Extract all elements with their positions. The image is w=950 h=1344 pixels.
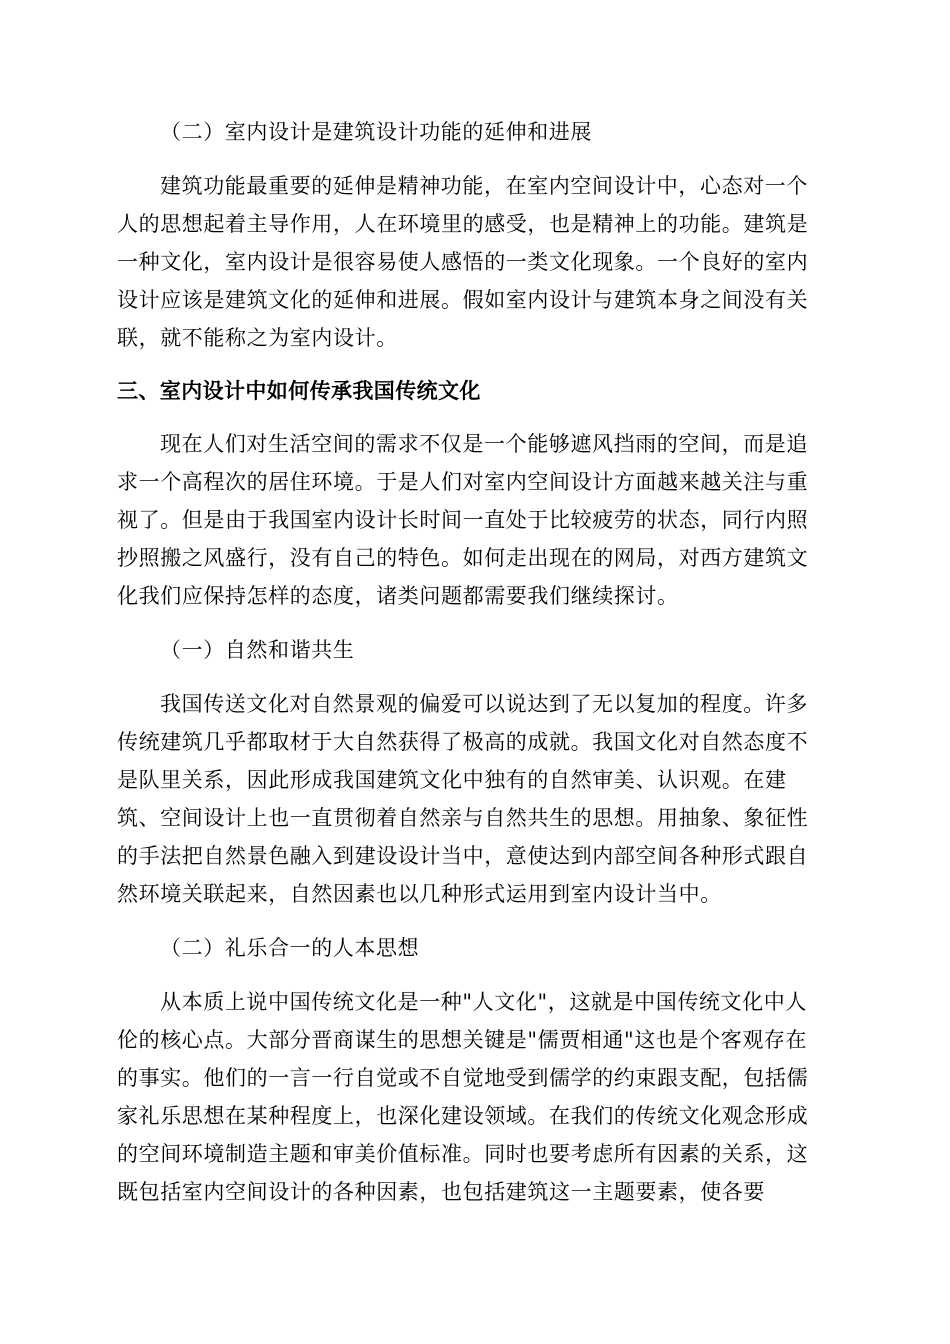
- paragraph-line: 伦的核心点。大部分晋商谋生的思想关键是"儒贾相通"这也是个客观存在: [117, 1028, 808, 1052]
- paragraph-line: 是队里关系，因此形成我国建筑文化中独有的自然审美、认识观。在建: [117, 768, 787, 792]
- paragraph-line: 筑、空间设计上也一直贯彻着自然亲与自然共生的思想。用抽象、象征性: [117, 806, 809, 830]
- paragraph-line: 化我们应保持怎样的态度，诸类问题都需要我们继续探讨。: [117, 584, 679, 608]
- paragraph-line: 人的思想起着主导作用，人在环境里的感受，也是精神上的功能。建筑是: [117, 212, 809, 236]
- paragraph-line: 然环境关联起来，自然因素也以几种形式运用到室内设计当中。: [117, 882, 722, 906]
- paragraph-line: 设计应该是建筑文化的延伸和进展。假如室内设计与建筑本身之间没有关: [117, 288, 809, 312]
- paragraph-line: 抄照搬之风盛行，没有自己的特色。如何走出现在的网局，对西方建筑文: [117, 546, 809, 570]
- paragraph-line: 家礼乐思想在某种程度上，也深化建设领域。在我们的传统文化观念形成: [117, 1104, 809, 1128]
- paragraph-line: 一种文化，室内设计是很容易使人感悟的一类文化现象。一个良好的室内: [117, 250, 809, 274]
- paragraph-line: 现在人们对生活空间的需求不仅是一个能够遮风挡雨的空间，而是追: [160, 432, 808, 456]
- section-heading-tradition: 三、室内设计中如何传承我国传统文化: [117, 379, 481, 403]
- paragraph-line: 我国传送文化对自然景观的偏爱可以说达到了无以复加的程度。许多: [160, 692, 808, 716]
- paragraph-line: 联，就不能称之为室内设计。: [117, 326, 398, 350]
- paragraph-line: 传统建筑几乎都取材于大自然获得了极高的成就。我国文化对自然态度不: [117, 730, 809, 754]
- section-heading-nature: （一）自然和谐共生: [160, 638, 355, 662]
- paragraph-line: 的事实。他们的一言一行自觉或不自觉地受到儒学的约束跟支配，包括儒: [117, 1066, 809, 1090]
- paragraph-line: 的空间环境制造主题和审美价值标准。同时也要考虑所有因素的关系，这: [117, 1142, 809, 1166]
- section-heading-humanism: （二）礼乐合一的人本思想: [160, 936, 420, 960]
- section-heading-extension: （二）室内设计是建筑设计功能的延伸和进展: [160, 120, 592, 144]
- paragraph-line: 既包括室内空间设计的各种因素，也包括建筑这一主题要素，使各要: [117, 1180, 765, 1204]
- paragraph-line: 视了。但是由于我国室内设计长时间一直处于比较疲劳的状态，同行内照: [117, 508, 809, 532]
- paragraph-line: 从本质上说中国传统文化是一种"人文化"，这就是中国传统文化中人: [160, 990, 807, 1014]
- paragraph-line: 的手法把自然景色融入到建设设计当中，意使达到内部空间各种形式跟自: [117, 844, 809, 868]
- paragraph-line: 求一个高程次的居住环境。于是人们对室内空间设计方面越来越关注与重: [117, 470, 809, 494]
- paragraph-line: 建筑功能最重要的延伸是精神功能，在室内空间设计中，心态对一个: [160, 174, 808, 198]
